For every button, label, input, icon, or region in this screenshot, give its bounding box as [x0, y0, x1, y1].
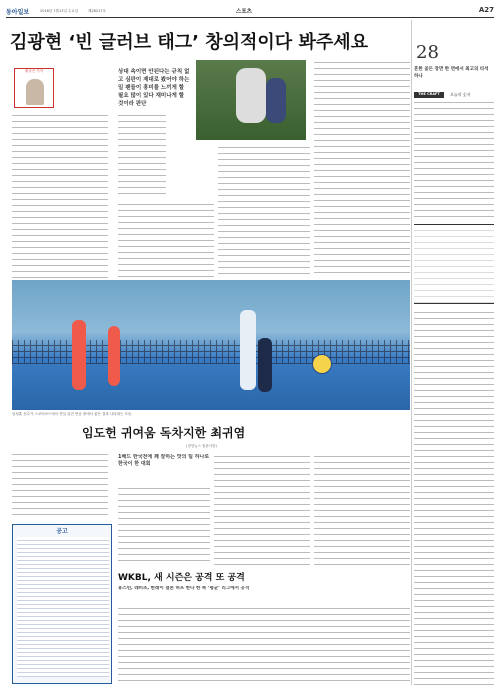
wkbl-headline: WKBL, 새 시즌은 공격 또 공격: [118, 573, 245, 583]
ad-box: [12, 524, 112, 684]
ball: [312, 354, 332, 374]
lead-body-col4: [218, 145, 310, 277]
sidebar-number: 28: [416, 42, 439, 62]
section-label: 스포츠: [236, 9, 252, 15]
bottom-headline: 임도헌 귀여움 독차지한 최귀염: [82, 426, 246, 440]
sidebar-column-title: 오늘의 숫자: [450, 92, 471, 97]
bottom-body-col3: [214, 454, 310, 566]
lead-headline: 김광현 ‘빈 글러브 태그’ 창의적이다 봐주세요: [10, 32, 368, 53]
lead-body-col3: [118, 202, 214, 277]
player-a: [72, 320, 86, 390]
column-divider: [411, 20, 412, 685]
author-photo: [26, 79, 44, 105]
lead-body-col5: [314, 60, 410, 277]
sidebar-title: 흔한 골든 장면 한 면에서 최고의 타석 하나: [414, 67, 489, 79]
lead-body-col2: [118, 113, 166, 198]
bottom-subline: (경향뉴스 참관사항): [186, 444, 217, 448]
player-c: [240, 310, 256, 390]
volleyball-photo: [12, 280, 410, 410]
author-badge: 황규인 기자: [24, 69, 44, 73]
bottom-body-col2: [118, 486, 210, 566]
bottom-col-head: 1배드 한국전에 꽤 잘하는 맛의 팀 하나로 한국이 한 대회: [118, 454, 210, 467]
author-box: [14, 68, 54, 108]
lead-body-col1: [12, 113, 108, 298]
sidebar-body: [414, 100, 494, 222]
issue-date: 2016년 7월13일 수요일: [40, 9, 79, 13]
masthead: [6, 6, 494, 18]
ad-title: 공고: [56, 528, 68, 535]
player-d: [258, 338, 272, 392]
ad-grid: [17, 537, 109, 677]
photo-caption: 임성훈 선수가 스코어보드에서 현실 실전 연습 중에서 좋은 결과 나타내는 모습.: [12, 412, 133, 416]
sidebar-notes: [414, 310, 494, 686]
paper-name: 동아일보: [6, 9, 30, 16]
bottom-body-col4: [314, 454, 410, 566]
player-figure-2: [266, 78, 286, 123]
lead-deck: 상대 속이면 안된다는 규칙 없고 심판이 제대로 봤어야 하는 일 팬들이 흥미를 느끼게 할 필요 많이 있다 재미나게 할 것이라 판단: [118, 69, 190, 107]
baseball-photo: [196, 60, 306, 140]
wkbl-body: [118, 606, 410, 684]
player-figure: [236, 68, 266, 123]
player-b: [108, 326, 120, 386]
issue-number: 제28217호: [88, 9, 106, 13]
standings-table: [414, 224, 494, 304]
bottom-body-col1: [12, 452, 108, 520]
page-number: A27: [478, 6, 494, 14]
wkbl-subline: 휴스턴, 레비츠, 한레이 결론 허프 한다 한 쪽 ‘평균’ 리그에서 공격: [118, 586, 250, 591]
sidebar-logo: THE CRAFT: [414, 92, 444, 98]
